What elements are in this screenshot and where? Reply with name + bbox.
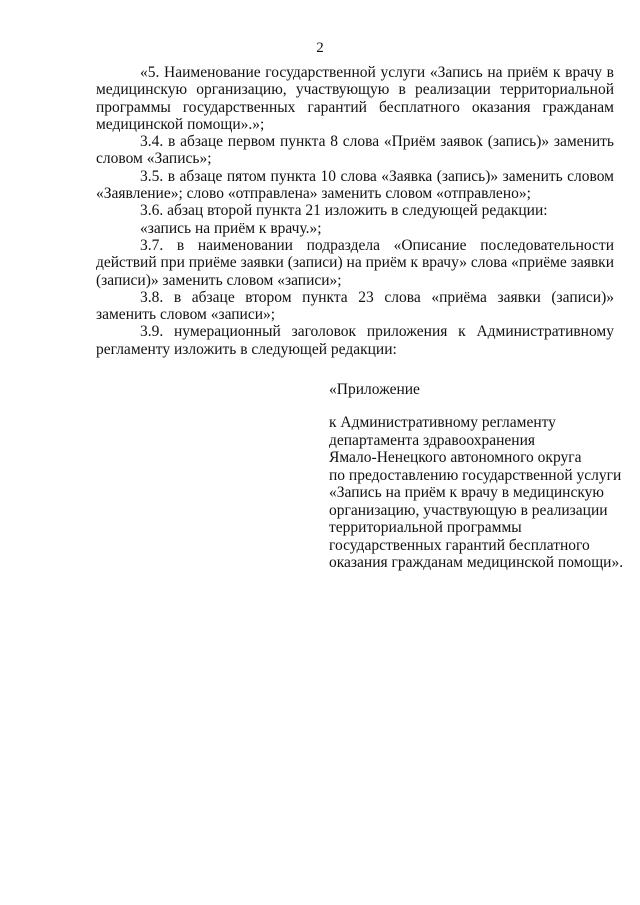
appendix-line: департамента здравоохранения	[329, 431, 535, 449]
appendix-line: государственных гарантий бесплатного	[329, 536, 590, 554]
appendix-header-block	[329, 414, 629, 572]
appendix-line: по предоставлению государственной услуги	[329, 466, 622, 484]
paragraph-3-5: 3.5. в абзаце пятом пункта 10 слова «Заявка (запись)» заменить словом «Заявление»; слово «отправлена» заменить словом «отправлено»;	[96, 167, 614, 203]
document-body	[96, 64, 614, 358]
paragraph-3-4: 3.4. в абзаце первом пункта 8 слова «Приём заявок (запись)» заменить словом «Запись»;	[96, 133, 614, 168]
appendix-line: организацию, участвующую в реализации	[329, 501, 608, 519]
paragraph-3-7: 3.7. в наименовании подраздела «Описание последовательности действий при приёме заявки (записи) на приём к врачу» слова «приёме заявки (записи)» заменить словом «записи»;	[96, 236, 614, 289]
paragraph-service-name: «5. Наименование государственной услуги «Запись на приём к врачу в медицинскую организацию, участвующую в реализации территориальной программы государственных гарантий бесплатного оказания гражданам медицинской помощи».»;	[96, 64, 614, 133]
paragraph-3-6-quote: «запись на приём к врачу.»;	[140, 219, 322, 237]
page-number: 2	[316, 40, 324, 56]
appendix-line: Ямало-Ненецкого автономного округа	[329, 449, 582, 466]
paragraph-3-8: 3.8. в абзаце втором пункта 23 слова «приёма заявки (записи)» заменить словом «записи»;	[96, 288, 614, 324]
appendix-title: «Приложение	[329, 381, 420, 398]
appendix-line: к Административному регламенту	[329, 414, 556, 431]
appendix-line: «Запись на приём к врачу в медицинскую	[329, 484, 604, 501]
paragraph-3-6: 3.6. абзац второй пункта 21 изложить в следующей редакции:	[140, 202, 548, 220]
paragraph-3-9: 3.9. нумерационный заголовок приложения к Административному регламенту изложить в следующей редакции:	[96, 323, 614, 358]
appendix-line: оказания гражданам медицинской помощи».	[329, 554, 624, 571]
appendix-line: территориальной программы	[329, 519, 522, 536]
